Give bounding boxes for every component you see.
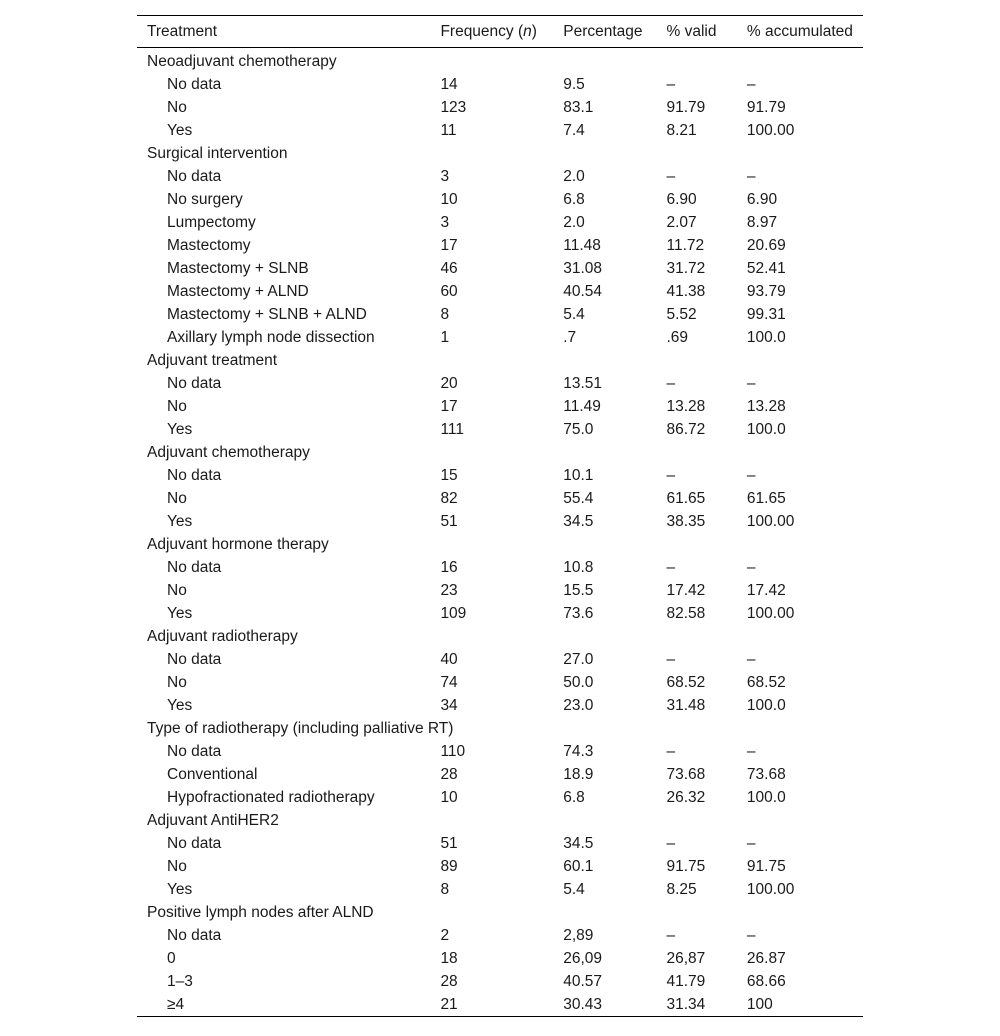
row-percentage: 55.4 (563, 490, 594, 507)
row-valid: 26.32 (666, 789, 706, 806)
row-accumulated: – (746, 168, 756, 185)
row-frequency: 89 (440, 858, 458, 875)
row-frequency: 109 (440, 605, 467, 622)
row-valid: 41.79 (666, 973, 706, 990)
row-frequency: 14 (440, 76, 458, 93)
row-frequency: 2 (440, 927, 450, 944)
row-percentage: 74.3 (563, 743, 594, 760)
row-accumulated: 100.00 (746, 881, 795, 898)
row-frequency: 10 (440, 191, 458, 208)
row-percentage: .7 (563, 329, 577, 346)
row-percentage: 2.0 (563, 168, 585, 185)
group-title: Positive lymph nodes after ALND (147, 904, 374, 921)
table-row (137, 326, 863, 349)
row-valid: 26,87 (666, 950, 706, 967)
row-percentage: 40.57 (563, 973, 603, 990)
row-label: Yes (167, 421, 193, 438)
row-frequency: 3 (440, 214, 450, 231)
row-accumulated: 93.79 (746, 283, 786, 300)
row-valid: 73.68 (666, 766, 706, 783)
row-frequency: 51 (440, 513, 458, 530)
table-row (137, 257, 863, 280)
table-row (137, 211, 863, 234)
row-percentage: 9.5 (563, 76, 585, 93)
row-label: No (167, 490, 187, 507)
row-percentage: 11.48 (563, 237, 601, 254)
row-frequency: 8 (440, 881, 450, 898)
group-title: Adjuvant treatment (147, 352, 278, 369)
row-frequency: 28 (440, 766, 458, 783)
row-accumulated: – (746, 559, 756, 576)
row-label: Mastectomy + SLNB + ALND (167, 306, 367, 323)
row-label: Mastectomy + ALND (167, 283, 309, 300)
row-accumulated: – (746, 76, 756, 93)
row-frequency: 74 (440, 674, 458, 691)
row-valid: 31.48 (666, 697, 706, 714)
row-label: No (167, 582, 187, 599)
row-percentage: 5.4 (563, 306, 585, 323)
row-label: No data (167, 651, 222, 668)
row-valid: 11.72 (666, 237, 705, 254)
row-valid: 68.52 (666, 674, 706, 691)
row-label: Yes (167, 513, 193, 530)
row-accumulated: 100.00 (746, 605, 795, 622)
row-accumulated: 100.0 (746, 697, 786, 714)
table-row (137, 602, 863, 625)
group-title: Adjuvant AntiHER2 (147, 812, 279, 829)
header-percentage: Percentage (563, 23, 643, 40)
table-row (137, 119, 863, 142)
table-row (137, 556, 863, 579)
row-accumulated: – (746, 743, 756, 760)
treatment-table (137, 15, 863, 1017)
table-row (137, 510, 863, 533)
row-valid: 17.42 (666, 582, 706, 599)
row-percentage: 2.0 (563, 214, 585, 231)
row-accumulated: 26.87 (746, 950, 786, 967)
header-frequency-prefix: Frequency ( (440, 23, 524, 40)
row-label: No (167, 858, 187, 875)
row-accumulated: 91.75 (746, 858, 786, 875)
row-valid: 82.58 (666, 605, 706, 622)
row-frequency: 46 (440, 260, 458, 277)
table-row (137, 280, 863, 303)
row-frequency: 34 (440, 697, 458, 714)
table-row (137, 694, 863, 717)
table-row (137, 648, 863, 671)
row-valid: 2.07 (666, 214, 697, 231)
group-header-row (137, 441, 863, 464)
table-row (137, 947, 863, 970)
row-percentage: 2,89 (563, 927, 594, 944)
row-frequency: 23 (440, 582, 458, 599)
row-frequency: 17 (440, 398, 458, 415)
row-valid: – (666, 835, 676, 852)
row-percentage: 18.9 (563, 766, 594, 783)
header-frequency (430, 16, 553, 48)
row-frequency: 82 (440, 490, 458, 507)
row-valid: 8.25 (666, 881, 697, 898)
row-valid: 41.38 (666, 283, 706, 300)
row-percentage: 27.0 (563, 651, 594, 668)
row-accumulated: 17.42 (746, 582, 786, 599)
row-percentage: 6.8 (563, 191, 585, 208)
table-row (137, 993, 863, 1017)
table-row (137, 924, 863, 947)
row-label: No data (167, 467, 222, 484)
table-row (137, 418, 863, 441)
group-header-row (137, 717, 863, 740)
row-label: No data (167, 927, 222, 944)
row-valid: 38.35 (666, 513, 706, 530)
table-row (137, 464, 863, 487)
row-accumulated: 100.0 (746, 421, 786, 438)
row-accumulated: 73.68 (746, 766, 786, 783)
row-frequency: 16 (440, 559, 458, 576)
row-label: Conventional (167, 766, 258, 783)
header-row (137, 16, 863, 48)
row-label: Yes (167, 697, 193, 714)
row-accumulated: 99.31 (746, 306, 786, 323)
row-label: No data (167, 835, 222, 852)
header-frequency-suffix: ) (531, 23, 537, 40)
row-label: No (167, 398, 187, 415)
row-valid: 91.79 (666, 99, 706, 116)
row-frequency: 11 (440, 122, 457, 139)
row-accumulated: 100 (746, 996, 773, 1013)
row-accumulated: – (746, 651, 756, 668)
row-valid: 6.90 (666, 191, 697, 208)
row-accumulated: 100.00 (746, 513, 795, 530)
row-percentage: 50.0 (563, 674, 594, 691)
table-row (137, 786, 863, 809)
row-label: No data (167, 76, 222, 93)
row-valid: – (666, 651, 676, 668)
table-row (137, 73, 863, 96)
row-valid: – (666, 168, 676, 185)
row-valid: 86.72 (666, 421, 706, 438)
row-valid: – (666, 743, 676, 760)
row-percentage: 31.08 (563, 260, 603, 277)
group-title: Neoadjuvant chemotherapy (147, 53, 337, 70)
row-percentage: 23.0 (563, 697, 594, 714)
group-title: Adjuvant hormone therapy (147, 536, 329, 553)
row-accumulated: – (746, 835, 756, 852)
group-title: Adjuvant chemotherapy (147, 444, 310, 461)
group-header-row (137, 48, 863, 74)
row-frequency: 111 (440, 421, 464, 438)
row-valid: 61.65 (666, 490, 706, 507)
row-label: Axillary lymph node dissection (167, 329, 375, 346)
row-label: 0 (167, 950, 176, 967)
row-percentage: 60.1 (563, 858, 594, 875)
row-accumulated: 68.66 (746, 973, 786, 990)
row-label: No (167, 99, 187, 116)
row-accumulated: 13.28 (746, 398, 786, 415)
row-frequency: 10 (440, 789, 458, 806)
row-frequency: 15 (440, 467, 458, 484)
row-label: Hypofractionated radiotherapy (167, 789, 375, 806)
row-accumulated: 52.41 (746, 260, 786, 277)
row-frequency: 110 (440, 743, 466, 760)
row-frequency: 17 (440, 237, 458, 254)
table-row (137, 763, 863, 786)
table-row (137, 878, 863, 901)
group-header-row (137, 349, 863, 372)
table-row (137, 970, 863, 993)
row-valid: 31.72 (666, 260, 706, 277)
group-title: Type of radiotherapy (including palliative RT) (147, 720, 454, 737)
row-percentage: 40.54 (563, 283, 603, 300)
row-valid: 8.21 (666, 122, 697, 139)
table-row (137, 740, 863, 763)
group-header-row (137, 625, 863, 648)
group-header-row (137, 809, 863, 832)
row-frequency: 8 (440, 306, 450, 323)
table-row (137, 165, 863, 188)
header-accumulated: % accumulated (746, 23, 853, 40)
row-valid: – (666, 375, 676, 392)
row-valid: 5.52 (666, 306, 697, 323)
table-row (137, 234, 863, 257)
table-row (137, 832, 863, 855)
row-accumulated: 8.97 (746, 214, 778, 231)
row-valid: – (666, 927, 676, 944)
row-frequency: 60 (440, 283, 458, 300)
table-header (137, 16, 863, 48)
row-percentage: 13.51 (563, 375, 603, 392)
row-accumulated: 100.00 (746, 122, 795, 139)
row-accumulated: – (746, 467, 756, 484)
row-valid: 31.34 (666, 996, 706, 1013)
row-percentage: 6.8 (563, 789, 585, 806)
header-valid: % valid (666, 23, 717, 40)
row-percentage: 26,09 (563, 950, 603, 967)
row-frequency: 1 (440, 329, 450, 346)
row-label: No data (167, 375, 222, 392)
row-percentage: 34.5 (563, 835, 594, 852)
table-row (137, 855, 863, 878)
row-percentage: 30.43 (563, 996, 603, 1013)
header-frequency-n: n (523, 23, 532, 40)
row-accumulated: 6.90 (746, 191, 778, 208)
row-percentage: 73.6 (563, 605, 594, 622)
row-valid: – (666, 559, 676, 576)
row-label: Lumpectomy (167, 214, 256, 231)
row-valid: – (666, 76, 676, 93)
table-row (137, 671, 863, 694)
group-header-row (137, 533, 863, 556)
row-label: ≥4 (167, 996, 185, 1013)
table-row (137, 395, 863, 418)
row-accumulated: 20.69 (746, 237, 786, 254)
row-label: 1–3 (167, 973, 193, 990)
row-frequency: 20 (440, 375, 458, 392)
row-percentage: 75.0 (563, 421, 594, 438)
row-percentage: 10.8 (563, 559, 594, 576)
group-title: Adjuvant radiotherapy (147, 628, 298, 645)
table-row (137, 579, 863, 602)
table-row (137, 372, 863, 395)
row-percentage: 5.4 (563, 881, 585, 898)
row-accumulated: 100.0 (746, 789, 786, 806)
row-valid: 13.28 (666, 398, 706, 415)
row-accumulated: – (746, 375, 756, 392)
row-label: No data (167, 168, 222, 185)
group-header-row (137, 901, 863, 924)
row-percentage: 10.1 (563, 467, 594, 484)
row-frequency: 21 (440, 996, 458, 1013)
row-percentage: 34.5 (563, 513, 594, 530)
table-row (137, 303, 863, 326)
group-header-row (137, 142, 863, 165)
row-label: No surgery (167, 191, 243, 208)
row-accumulated: 91.79 (746, 99, 786, 116)
row-valid: 91.75 (666, 858, 706, 875)
row-valid: .69 (666, 329, 689, 346)
row-percentage: 11.49 (563, 398, 601, 415)
row-frequency: 3 (440, 168, 450, 185)
row-accumulated: 100.0 (746, 329, 786, 346)
group-title: Surgical intervention (147, 145, 288, 162)
row-percentage: 83.1 (563, 99, 594, 116)
row-label: Mastectomy (167, 237, 251, 254)
row-label: No data (167, 743, 222, 760)
table-body (137, 48, 863, 1017)
row-frequency: 51 (440, 835, 458, 852)
row-frequency: 40 (440, 651, 458, 668)
row-valid: – (666, 467, 676, 484)
table-row (137, 487, 863, 510)
row-frequency: 123 (440, 99, 467, 116)
row-label: No data (167, 559, 222, 576)
row-frequency: 28 (440, 973, 458, 990)
row-label: Yes (167, 605, 193, 622)
table-row (137, 188, 863, 211)
row-percentage: 15.5 (563, 582, 594, 599)
row-accumulated: – (746, 927, 756, 944)
row-accumulated: 68.52 (746, 674, 786, 691)
table-row (137, 96, 863, 119)
row-label: No (167, 674, 187, 691)
row-percentage: 7.4 (563, 122, 585, 139)
row-label: Yes (167, 122, 193, 139)
header-treatment: Treatment (147, 23, 218, 40)
row-label: Yes (167, 881, 193, 898)
row-label: Mastectomy + SLNB (167, 260, 309, 277)
row-accumulated: 61.65 (746, 490, 786, 507)
row-frequency: 18 (440, 950, 458, 967)
